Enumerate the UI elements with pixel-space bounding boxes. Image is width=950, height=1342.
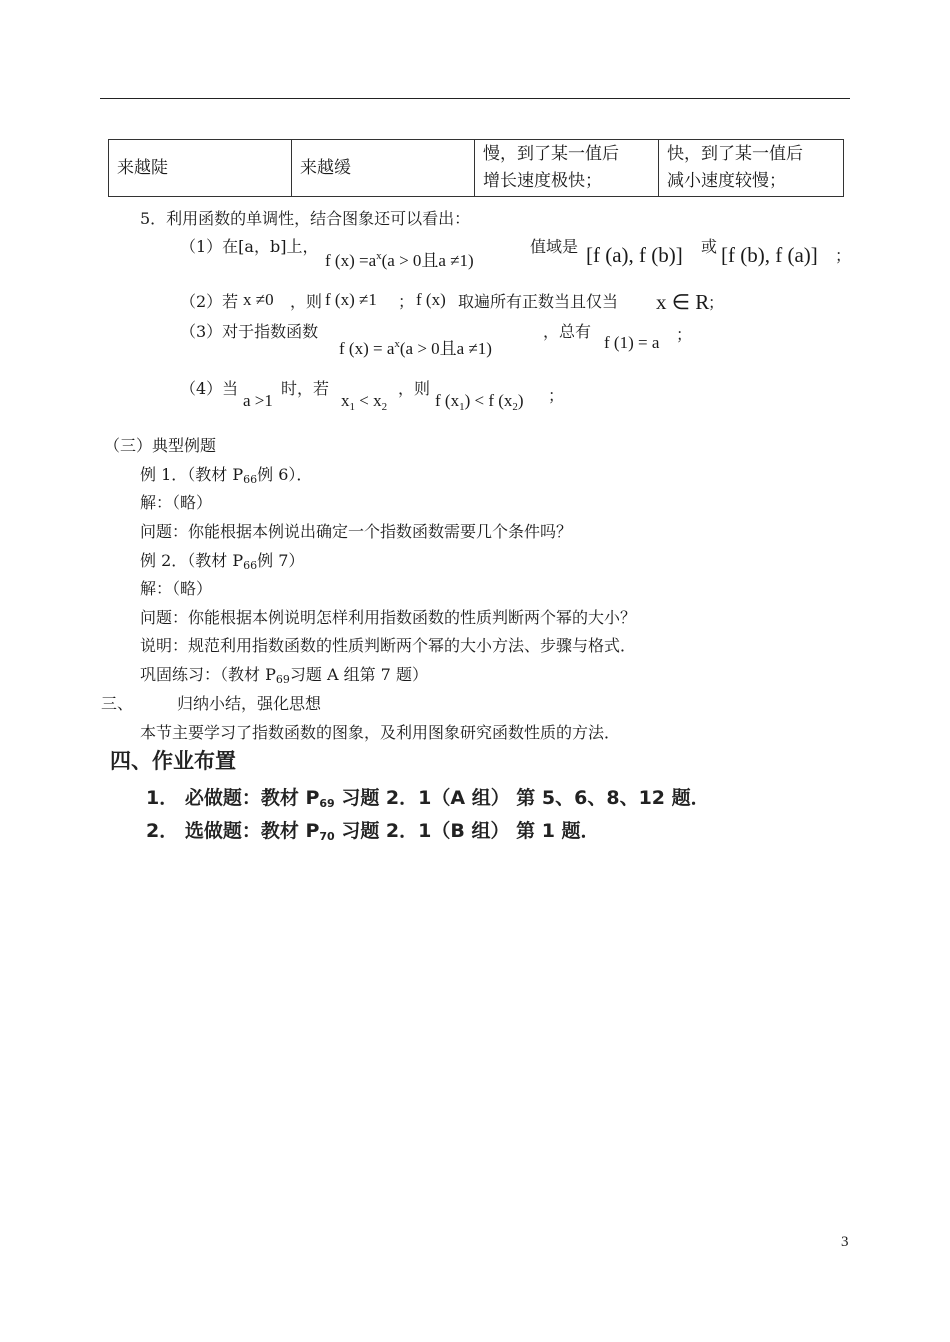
page-number: 3 bbox=[841, 1234, 849, 1250]
item5-p2-end: ； bbox=[708, 293, 725, 312]
table-cell-line: 慢，到了某一值后 bbox=[483, 144, 619, 164]
item5-p4-mid1: 时，若 bbox=[281, 379, 330, 398]
item5-p1-mid: 值域是 bbox=[530, 237, 579, 256]
item5-p4-cond: a >1 bbox=[243, 391, 273, 410]
table-cell-line: 增长速度极快； bbox=[483, 171, 602, 191]
item5-p3-lead: （3）对于指数函数 bbox=[180, 322, 319, 341]
table-row bbox=[109, 140, 844, 197]
table-cell-line: 快，到了某一值后 bbox=[667, 144, 803, 164]
practice: 巩固练习：（教材 P69习题 A 组第 7 题） bbox=[140, 665, 428, 686]
item5-p1-end: ； bbox=[835, 246, 852, 265]
table-cell: 来越缓 bbox=[292, 140, 475, 197]
solution1: 解：（略） bbox=[140, 493, 213, 512]
item5-p3-mid: ，总有 bbox=[543, 322, 592, 341]
summary-title: 归纳小结，强化思想 bbox=[177, 694, 322, 713]
item5-p1-formula: f $(x) =a^x(a > 0$且a ≠1) bbox=[325, 250, 474, 270]
item5-p2-mid2: ； bbox=[398, 292, 415, 311]
table-cell: 来越陡 bbox=[109, 140, 292, 197]
summary-number: 三、 bbox=[101, 694, 134, 713]
item5-p1-range2: [f (b), f (a)] bbox=[721, 243, 818, 267]
item5-p1-lead: （1）在[a，b]上， bbox=[180, 237, 319, 256]
item5-p2-set: x ∈ R bbox=[656, 290, 710, 314]
item5-p4-mid2: ，则 bbox=[398, 379, 431, 398]
item5-p4-result: f $(x_1) < f$ $(x_2)$ bbox=[435, 391, 524, 413]
homework-title: 四、作业布置 bbox=[110, 749, 236, 773]
item5-p3-formula: f $(x) = a^x(a > 0$且a ≠1) bbox=[339, 338, 492, 358]
item5-p2-res: f (x) ≠1 bbox=[325, 290, 377, 309]
item5-p2-mid3: 取遍所有正数当且仅当 bbox=[458, 292, 619, 311]
homework-line2: 2． 选做题：教材 P70 习题 2．1（B 组） 第 1 题． bbox=[146, 820, 600, 843]
item5-p4-lead: （4）当 bbox=[180, 379, 239, 398]
table-cell bbox=[659, 140, 844, 197]
item5-p1-or: 或 bbox=[701, 237, 718, 256]
item5-p4-ineq: $x_1 < x_2$ bbox=[341, 391, 388, 413]
table-cell bbox=[475, 140, 659, 197]
item5-heading: 5．利用函数的单调性，结合图象还可以看出： bbox=[140, 209, 471, 228]
item5-p2-fx: f (x) bbox=[416, 290, 446, 309]
item5-p3-res: f (1) = a bbox=[604, 333, 660, 352]
solution2: 解：（略） bbox=[140, 579, 213, 598]
homework-line1: 1． 必做题：教材 P69 习题 2．1（A 组） 第 5、6、8、12 题． bbox=[146, 787, 710, 810]
question1: 问题：你能根据本例说出确定一个指数函数需要几个条件吗？ bbox=[140, 522, 573, 541]
example2: 例 2．（教材 P66例 7） bbox=[140, 551, 305, 572]
item5-p1-range1: [f (a), f (b)] bbox=[586, 243, 683, 267]
example1: 例 1．（教材 P66例 6）． bbox=[140, 465, 313, 486]
section3-heading: （三）典型例题 bbox=[104, 436, 217, 455]
item5-p4-end: ； bbox=[548, 386, 565, 405]
comparison-table-fragment bbox=[108, 139, 844, 197]
item5-p2-cond: x ≠0 bbox=[243, 290, 274, 309]
summary-text: 本节主要学习了指数函数的图象，及利用图象研究函数性质的方法． bbox=[140, 723, 621, 742]
table-cell-line: 减小速度较慢； bbox=[667, 171, 786, 191]
item5-p2-mid1: ，则 bbox=[290, 292, 323, 311]
note: 说明：规范利用指数函数的性质判断两个幂的大小方法、步骤与格式． bbox=[140, 636, 637, 655]
question2: 问题：你能根据本例说明怎样利用指数函数的性质判断两个幂的大小？ bbox=[140, 608, 637, 627]
header-rule bbox=[100, 98, 850, 99]
item5-p2-lead: （2）若 bbox=[180, 292, 239, 311]
item5-p3-end: ； bbox=[676, 325, 693, 344]
